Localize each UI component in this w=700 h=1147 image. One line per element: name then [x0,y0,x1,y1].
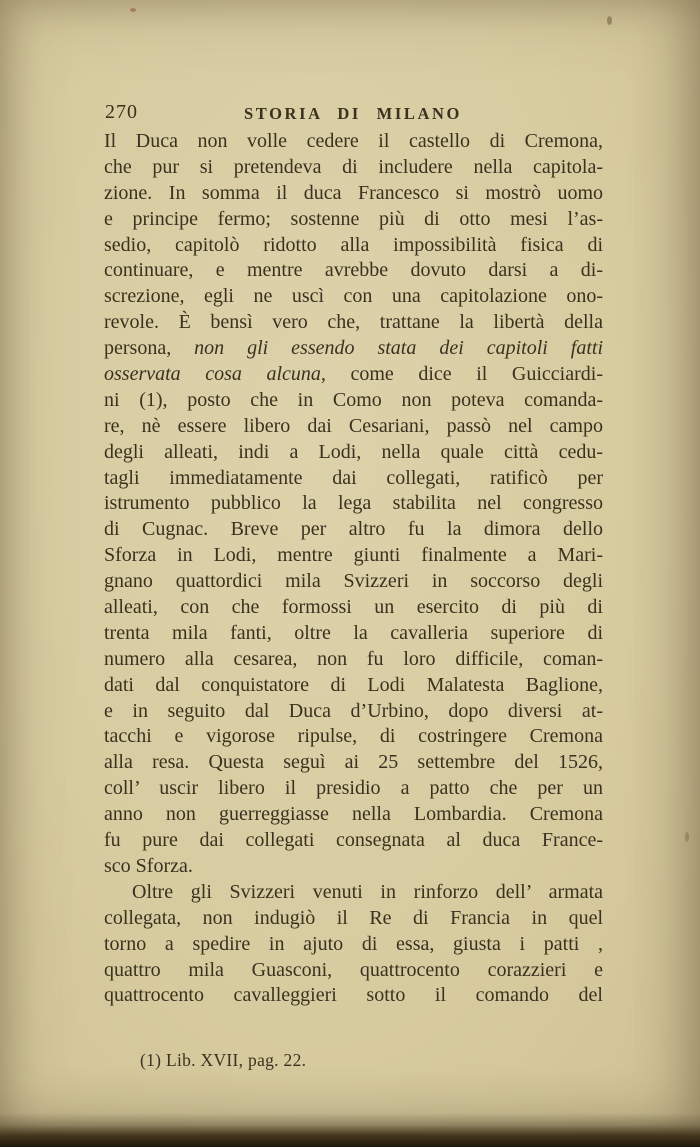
text-line [104,388,603,414]
text-line [104,440,603,466]
text-segment: Sforza in Lodi, mentre giunti finalmente a Mari- [104,544,603,567]
text-line [104,258,603,284]
text-segment: degli alleati, indi a Lodi, nella quale città cedu- [104,440,603,463]
text-line [104,233,603,259]
text-segment: zione. In somma il duca Francesco si mostrò uomo [104,181,603,204]
text-segment: istrumento pubblico la lega stabilita nel congresso [104,492,603,515]
text-line [104,414,603,440]
text-line [104,983,603,1009]
text-segment: coll’ uscir libero il presidio a patto che per un [104,777,603,800]
text-segment: come dice il Guicciardi- [325,363,603,386]
text-line [104,880,603,906]
text-line [104,284,603,310]
text-line [104,958,603,984]
text-segment-italic: non gli essendo stata dei capitoli fatti [194,337,603,360]
text-line [104,155,603,181]
text-line [104,491,603,517]
text-segment: Il Duca non volle cedere il castello di Cremona, [104,130,603,152]
text-segment: quattro mila Guasconi, quattrocento corazzieri e [104,958,603,981]
text-segment: dati dal conquistatore di Lodi Malatesta Baglione, [104,673,603,696]
text-segment: trenta mila fanti, oltre la cavalleria superiore di [104,621,603,644]
text-line [104,517,603,543]
text-segment: fu pure dai collegati consegnata al duca France- [104,829,603,852]
text-segment: ni (1), posto che in Como non poteva comanda- [104,388,603,411]
text-line [104,207,603,233]
text-line [104,776,603,802]
scan-edge-shadow [0,1113,700,1147]
text-line [104,828,603,854]
text-segment: screzione, egli ne uscì con una capitolazione ono- [104,285,603,308]
text-segment: e in seguito dal Duca d’Urbino, dopo diversi at- [104,699,603,722]
text-segment: collegata, non indugiò il Re di Francia in quel [104,906,603,929]
text-line [104,543,603,569]
text-segment: sco Sforza. [104,854,193,877]
page-number: 270 [105,101,138,123]
text-block [104,129,603,1009]
text-segment: alleati, con che formossi un esercito di più di [104,596,603,619]
text-segment: persona, [104,337,195,360]
text-line [104,362,603,388]
text-line [104,802,603,828]
text-segment: alla resa. Questa seguì ai 25 settembre del 1526, [104,751,603,774]
text-line [104,569,603,595]
text-line [104,466,603,492]
text-segment: Oltre gli Svizzeri venuti in rinforzo dell’ armata [132,880,603,903]
text-segment: che pur si pretendeva di includere nella capitola- [104,155,603,178]
text-segment: torno a spedire in ajuto di essa, giusta i patti , [104,932,603,955]
text-line [104,854,603,880]
text-line [104,699,603,725]
text-line [104,750,603,776]
scan-speck [130,8,136,12]
running-title: STORIA DI MILANO [244,104,462,123]
text-segment-italic: osservata cosa alcuna, [104,363,326,386]
text-line [104,673,603,699]
text-segment: gnano quattordici mila Svizzeri in soccorso degli [104,570,603,593]
text-line [104,621,603,647]
text-line [104,129,603,155]
text-segment: tagli immediatamente dai collegati, ratificò per [104,466,603,489]
text-line [104,647,603,673]
text-segment: anno non guerreggiasse nella Lombardia. Cremona [104,803,603,826]
text-line [104,336,603,362]
footnote: (1) Lib. XVII, pag. 22. [140,1050,307,1070]
text-line [104,181,603,207]
text-segment: numero alla cesarea, non fu loro difficile, coman- [104,647,603,670]
text-segment: revole. È bensì vero che, trattane la libertà della [104,311,603,334]
text-segment: e principe fermo; sostenne più di otto mesi l’as- [104,207,603,230]
text-line [104,906,603,932]
scan-speck [607,16,612,25]
page-header [105,101,601,127]
text-segment: quattrocento cavalleggieri sotto il comando del [104,984,603,1007]
text-segment: re, nè essere libero dai Cesariani, passò nel campo [104,414,603,437]
text-segment: tacchi e vigorose ripulse, di costringere Cremona [104,725,603,748]
text-segment: sedio, capitolò ridotto alla impossibilità fisica di [104,233,603,256]
text-line [104,310,603,336]
scan-speck [685,832,689,842]
text-line [104,724,603,750]
text-line [104,932,603,958]
text-line [104,595,603,621]
text-segment: di Cugnac. Breve per altro fu la dimora dello [104,518,603,541]
text-segment: continuare, e mentre avrebbe dovuto darsi a di- [104,259,603,282]
